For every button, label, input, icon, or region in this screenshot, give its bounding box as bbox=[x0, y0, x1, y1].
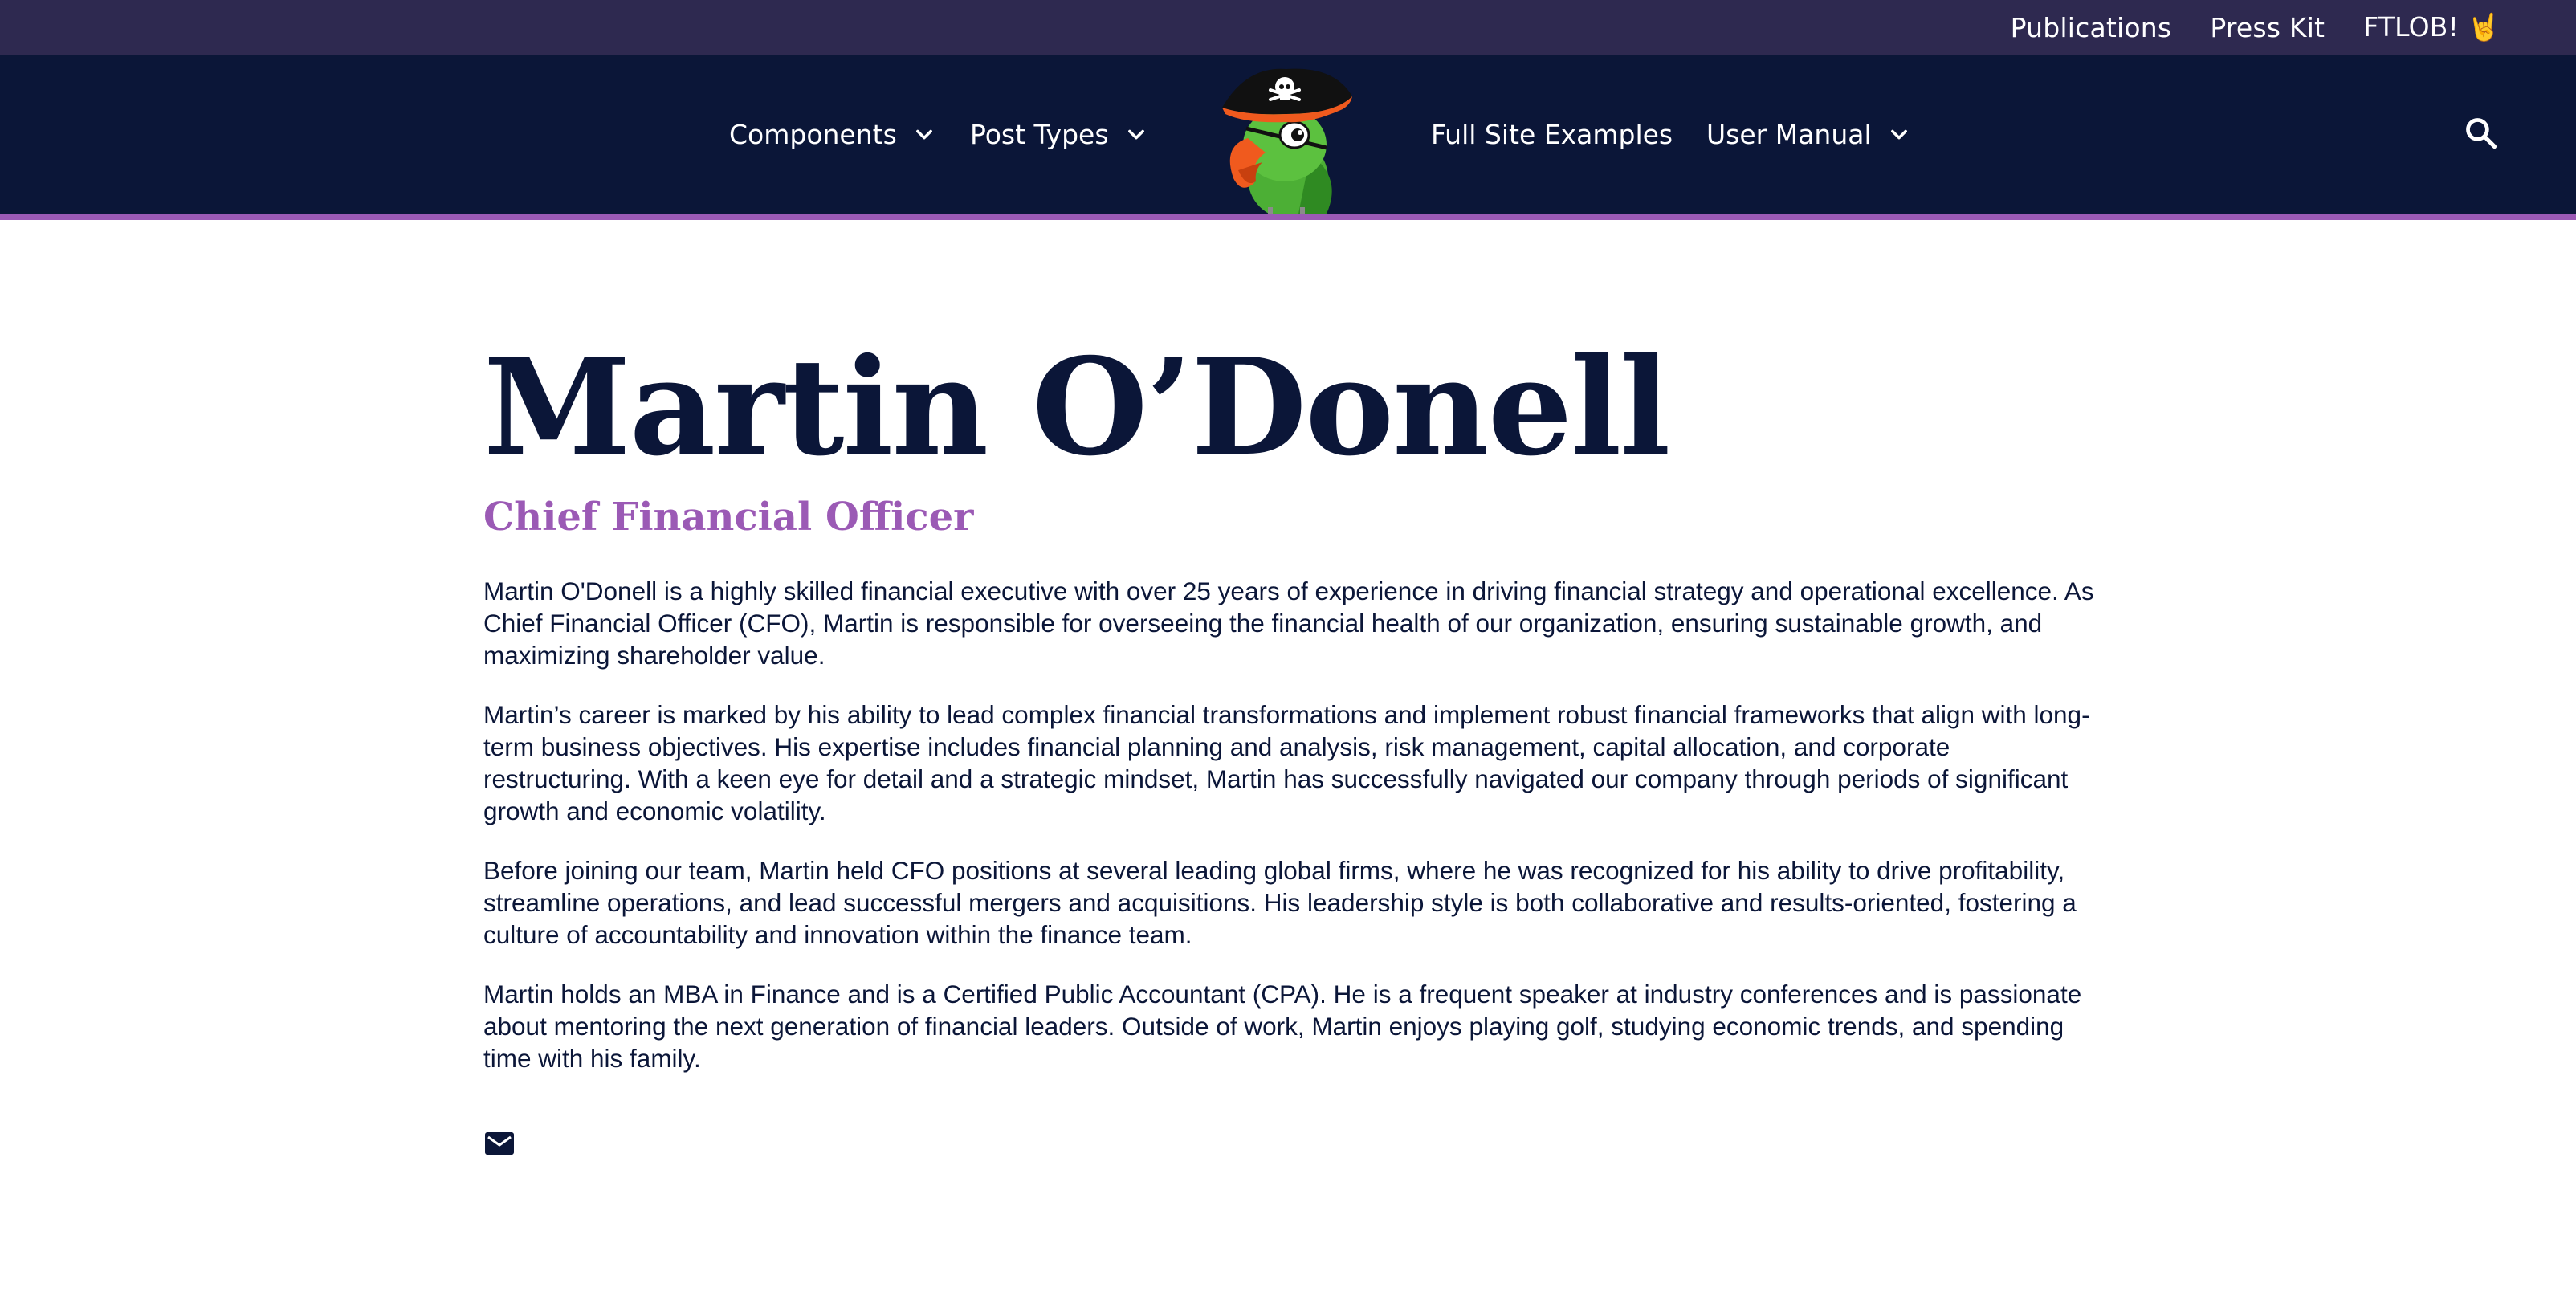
chevron-down-icon bbox=[913, 123, 935, 145]
nav-item-label: User Manual bbox=[1706, 118, 1872, 150]
utility-link-publications[interactable]: Publications bbox=[2010, 11, 2172, 43]
nav-item-label: Post Types bbox=[970, 118, 1109, 150]
pirate-parrot-logo[interactable] bbox=[1214, 58, 1359, 214]
search-icon[interactable] bbox=[2464, 116, 2499, 151]
nav-item-label: Components bbox=[729, 118, 897, 150]
utility-nav bbox=[2011, 0, 2501, 55]
nav-item-user-manual[interactable] bbox=[1706, 55, 1910, 214]
email-link[interactable] bbox=[483, 1131, 516, 1156]
main-nav bbox=[0, 55, 2576, 214]
job-title: Chief Financial Officer bbox=[483, 494, 974, 540]
utility-link-press-kit[interactable]: Press Kit bbox=[2210, 11, 2325, 43]
nav-item-label: Full Site Examples bbox=[1431, 118, 1673, 150]
nav-item-full-site-examples[interactable] bbox=[1431, 55, 1673, 214]
chevron-down-icon bbox=[1125, 123, 1147, 145]
bio bbox=[483, 575, 2097, 1074]
chevron-down-icon bbox=[1888, 123, 1910, 145]
bio-paragraph: Martin O'Donell is a highly skilled financial executive with over 25 years of experience in driving financial strategy and operational excellence. As Chief Financial Officer (CFO), Martin is responsible for overseeing the financial health of our organization, ensuring sustainable growth, and maximizing shareholder value. bbox=[483, 576, 2094, 670]
bio-paragraph: Martin’s career is marked by his ability to lead complex financial transformations and implement robust financial frameworks that align with long-term business objectives. His expertise includes financial planning and analysis, risk management, capital allocation, and corporate restructuring. With a keen eye for detail and a strategic mindset, Martin has successfully navigated our company through periods of significant growth and economic volatility. bbox=[483, 699, 2090, 825]
bio-paragraph: Before joining our team, Martin held CFO positions at several leading global firms, where he was recognized for his ability to drive profitability, streamline operations, and lead successful mergers and acquisitions. His leadership style is both collaborative and results-oriented, fostering a culture of accountability and innovation within the finance team. bbox=[483, 855, 2077, 949]
utility-link-ftlob[interactable]: FTLOB! 🤘 bbox=[2363, 11, 2501, 43]
nav-item-components[interactable] bbox=[729, 55, 935, 214]
bio-paragraph: Martin holds an MBA in Finance and is a Certified Public Accountant (CPA). He is a frequent speaker at industry conferences and is passionate about mentoring the next generation of financial leaders. Outside of work, Martin enjoys playing golf, studying economic trends, and spending time with his family. bbox=[483, 979, 2082, 1073]
nav-item-post-types[interactable] bbox=[970, 55, 1147, 214]
nav-accent-bar bbox=[0, 214, 2576, 220]
utility-bar bbox=[0, 0, 2576, 55]
page-title: Martin O’Donell bbox=[483, 329, 1669, 486]
profile-content bbox=[483, 329, 2097, 1160]
email-icon bbox=[483, 1131, 516, 1156]
